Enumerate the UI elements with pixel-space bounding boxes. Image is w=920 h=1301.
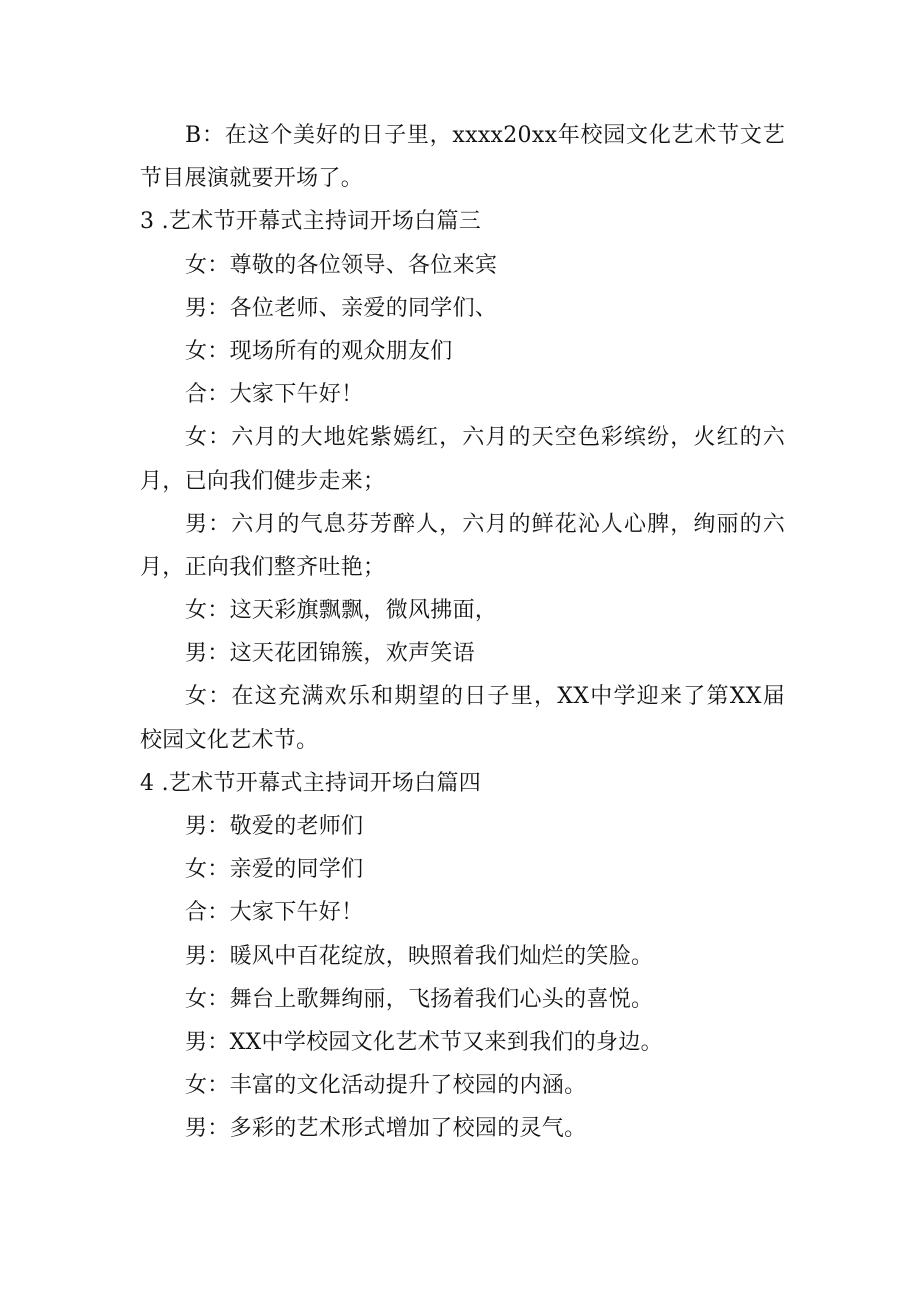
paragraph-line: 节目展演就要开场了。	[140, 166, 364, 192]
section-heading: 3 .艺术节开幕式主持词开场白篇三	[140, 209, 482, 235]
paragraph-line: 月，正向我们整齐吐艳；	[140, 554, 386, 580]
paragraph-line: 女：亲爱的同学们	[185, 857, 364, 883]
document-body	[140, 114, 785, 1151]
paragraph-line: 月，已向我们健步走来；	[140, 468, 386, 494]
paragraph-line: B：在这个美好的日子里，xxxx20xx年校园文化艺术节文艺	[185, 123, 785, 148]
paragraph-line: 男：暖风中百花绽放，映照着我们灿烂的笑脸。	[185, 943, 654, 969]
paragraph-line: 合：大家下午好！	[185, 900, 364, 926]
paragraph-line: 女：尊敬的各位领导、各位来宾	[185, 252, 498, 278]
paragraph-line: 女：丰富的文化活动提升了校园的内涵。	[185, 1073, 587, 1099]
paragraph-line: 女：在这充满欢乐和期望的日子里，XX中学迎来了第XX届	[185, 684, 785, 710]
paragraph-line: 男：多彩的艺术形式增加了校园的灵气。	[185, 1116, 587, 1142]
section-heading: 4 .艺术节开幕式主持词开场白篇四	[140, 770, 482, 796]
paragraph-line: 男：敬爱的老师们	[185, 814, 364, 839]
paragraph-line: 合：大家下午好！	[185, 382, 364, 408]
paragraph-line: 女：六月的大地姹紫嫣红，六月的天空色彩缤纷，火红的六	[185, 425, 785, 451]
paragraph-line: 男：六月的气息芬芳醉人，六月的鲜花沁人心脾，绚丽的六	[185, 511, 785, 537]
paragraph-line: 女：这天彩旗飘飘，微风拂面，	[185, 598, 498, 624]
paragraph-line: 男：XX中学校园文化艺术节又来到我们的身边。	[185, 1029, 663, 1055]
paragraph-line: 女：舞台上歌舞绚丽，飞扬着我们心头的喜悦。	[185, 986, 654, 1012]
paragraph-line: 男：各位老师、亲爱的同学们、	[185, 295, 498, 321]
paragraph-line: 女：现场所有的观众朋友们	[185, 338, 453, 364]
paragraph-line: 男：这天花团锦簇，欢声笑语	[185, 641, 475, 667]
paragraph-line: 校园文化艺术节。	[140, 727, 319, 753]
